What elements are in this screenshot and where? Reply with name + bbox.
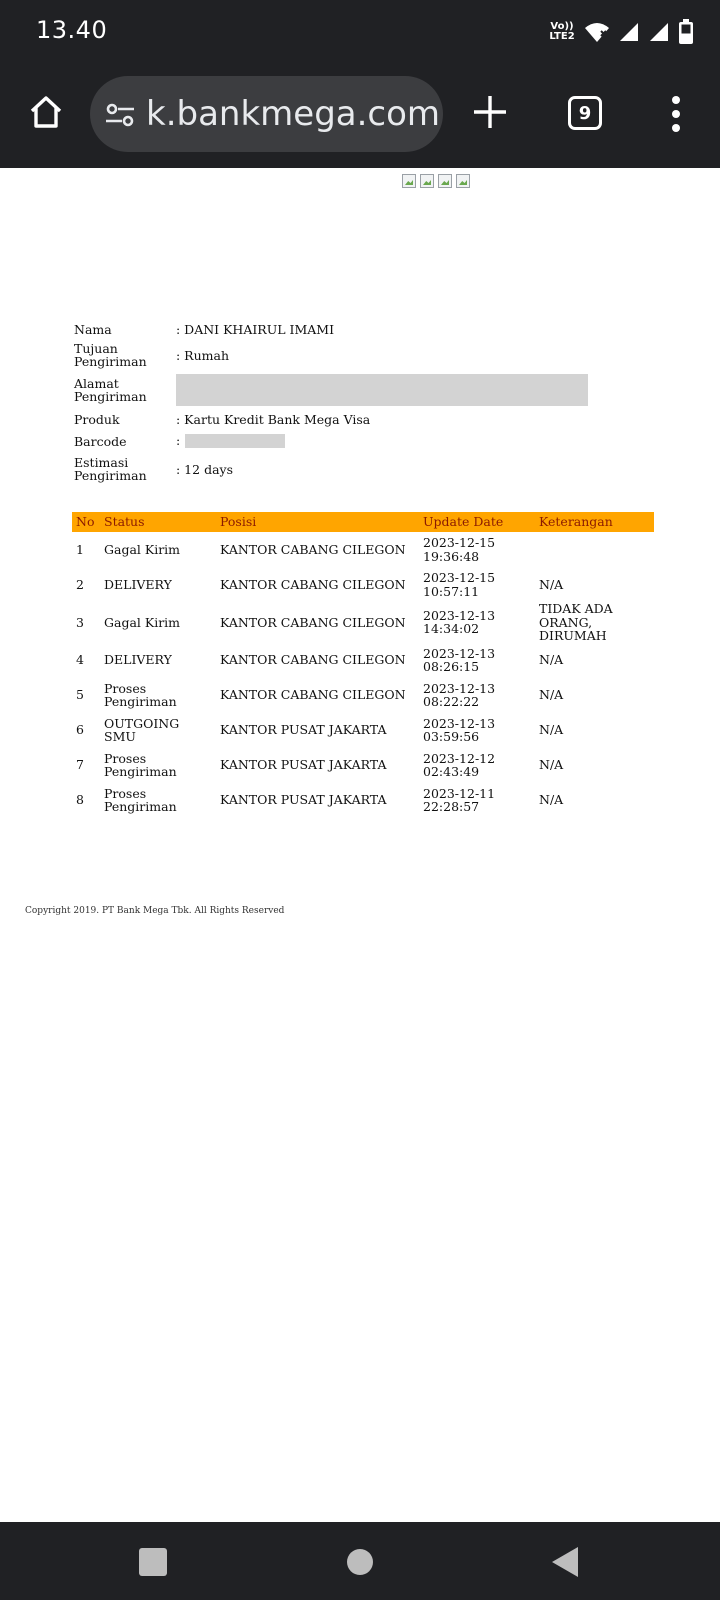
- lte-label: LTE2: [549, 31, 575, 42]
- cell-keterangan-line: N/A: [539, 576, 564, 592]
- tracking-header-row: [72, 512, 654, 532]
- info-row-produk: [72, 408, 590, 430]
- cell-update-date: [419, 783, 535, 818]
- cell-update-date: [419, 678, 535, 713]
- table-row: [72, 567, 654, 602]
- cell-date: 2023-12-11: [423, 785, 496, 801]
- url-prefix: k.: [146, 94, 177, 134]
- table-row: [72, 713, 654, 748]
- cell-keterangan: [535, 783, 654, 818]
- cell-status: Proses Pengiriman: [104, 785, 177, 814]
- cell-status: Gagal Kirim: [104, 614, 181, 630]
- header-keterangan: Keterangan: [539, 514, 613, 529]
- broken-image-icon: [438, 174, 452, 188]
- cell-no: 6: [76, 722, 84, 738]
- cell-status: DELIVERY: [104, 652, 172, 668]
- cell-keterangan-line: ORANG, DIRUMAH: [539, 614, 607, 643]
- cell-update-date: [419, 748, 535, 783]
- cell-no: 4: [76, 652, 84, 668]
- table-row: [72, 748, 654, 783]
- cell-update-date: [419, 643, 535, 678]
- volte-lte2-icon: [548, 22, 576, 42]
- cell-keterangan-line: N/A: [539, 652, 564, 668]
- status-bar: [0, 0, 720, 64]
- battery-icon: [678, 19, 694, 45]
- barcode-colon: :: [176, 432, 181, 448]
- cell-posisi: KANTOR PUSAT JAKARTA: [220, 792, 387, 808]
- tab-switcher-button[interactable]: [568, 96, 602, 130]
- cell-date: 2023-12-13: [423, 607, 496, 623]
- header-update-date: Update Date: [423, 514, 504, 529]
- cell-keterangan-line: TIDAK ADA: [539, 601, 613, 616]
- shipment-info-table: [72, 320, 590, 486]
- signal-icon: [648, 21, 670, 43]
- plus-icon[interactable]: [468, 90, 512, 134]
- info-label-line: Pengiriman: [74, 468, 147, 483]
- cell-update-date: [419, 567, 535, 602]
- signal-icon: [618, 21, 640, 43]
- cell-status: OUTGOING SMU: [104, 715, 180, 744]
- table-row: [72, 783, 654, 818]
- info-value: [174, 430, 590, 452]
- cell-posisi: KANTOR PUSAT JAKARTA: [220, 757, 387, 773]
- url-text[interactable]: [146, 94, 440, 134]
- site-settings-icon[interactable]: [104, 100, 136, 130]
- cell-keterangan: [535, 602, 654, 643]
- header-posisi: Posisi: [220, 514, 257, 529]
- cell-date: 2023-12-15: [423, 535, 496, 550]
- cell-date: 2023-12-15: [423, 570, 496, 585]
- redacted-barcode: [185, 434, 285, 448]
- cell-keterangan: [535, 643, 654, 678]
- table-row: [72, 532, 654, 567]
- back-button[interactable]: [545, 1542, 585, 1582]
- browser-toolbar: [0, 64, 720, 168]
- info-value: [174, 372, 590, 408]
- info-label: [72, 372, 174, 408]
- cell-no: 1: [76, 541, 84, 557]
- volte-label: Vo)): [550, 21, 574, 32]
- cell-keterangan-line: N/A: [539, 722, 564, 738]
- cell-posisi: KANTOR CABANG CILEGON: [220, 541, 406, 557]
- cell-time: 08:26:15: [423, 659, 480, 674]
- status-icons: [548, 16, 694, 48]
- cell-time: 02:43:49: [423, 764, 480, 779]
- broken-image-icon: [420, 174, 434, 188]
- cell-keterangan: [535, 532, 654, 567]
- cell-posisi: KANTOR PUSAT JAKARTA: [220, 722, 387, 738]
- cell-status: Gagal Kirim: [104, 541, 181, 557]
- info-row-tujuan: [72, 338, 590, 372]
- more-vert-icon[interactable]: [660, 94, 692, 134]
- home-circle-icon: [346, 1548, 374, 1576]
- info-label-line: Tujuan: [74, 341, 118, 356]
- tracking-table: [72, 512, 654, 818]
- info-value: : DANI KHAIRUL IMAMI: [176, 321, 335, 337]
- cell-no: 2: [76, 576, 84, 592]
- table-row: [72, 602, 654, 643]
- cell-update-date: [419, 602, 535, 643]
- info-label-line: Pengiriman: [74, 389, 147, 404]
- cell-time: 03:59:56: [423, 729, 480, 744]
- cell-posisi: KANTOR CABANG CILEGON: [220, 687, 406, 703]
- tab-count: 9: [578, 102, 592, 124]
- cell-keterangan-line: N/A: [539, 792, 564, 808]
- cell-update-date: [419, 532, 535, 567]
- header-status: Status: [104, 514, 145, 529]
- broken-image-icon: [456, 174, 470, 188]
- cell-date: 2023-12-13: [423, 645, 496, 661]
- cell-date: 2023-12-13: [423, 715, 496, 731]
- cell-time: 22:28:57: [423, 799, 480, 814]
- info-label-line: Alamat: [74, 376, 119, 391]
- info-label-line: Estimasi: [74, 455, 129, 470]
- cell-keterangan-line: N/A: [539, 757, 564, 773]
- cell-update-date: [419, 713, 535, 748]
- recents-square-icon: [138, 1547, 168, 1577]
- info-label-line: Pengiriman: [74, 354, 147, 369]
- cell-posisi: KANTOR CABANG CILEGON: [220, 576, 406, 592]
- cell-posisi: KANTOR CABANG CILEGON: [220, 652, 406, 668]
- info-label: Produk: [74, 411, 120, 427]
- cell-keterangan: [535, 713, 654, 748]
- info-value: : 12 days: [176, 461, 233, 477]
- cell-keterangan: [535, 567, 654, 602]
- home-nav-button[interactable]: [340, 1542, 380, 1582]
- info-row-estimasi: [72, 452, 590, 486]
- cell-posisi: KANTOR CABANG CILEGON: [220, 614, 406, 630]
- cell-status: Proses Pengiriman: [104, 680, 177, 709]
- info-row-nama: [72, 320, 590, 338]
- cell-no: 7: [76, 757, 84, 773]
- status-time: 13.40: [36, 16, 108, 44]
- info-label: [72, 452, 174, 486]
- cell-no: 5: [76, 687, 84, 703]
- header-no: No: [76, 514, 95, 529]
- info-value: : Kartu Kredit Bank Mega Visa: [176, 411, 371, 427]
- cell-keterangan-line: N/A: [539, 687, 564, 703]
- cell-status: DELIVERY: [104, 576, 172, 592]
- cell-status: Proses Pengiriman: [104, 750, 177, 779]
- cell-no: 8: [76, 792, 84, 808]
- info-label: Barcode: [74, 433, 127, 449]
- info-label: Nama: [74, 321, 112, 337]
- cell-time: 19:36:48: [423, 548, 480, 564]
- wifi-icon: [584, 21, 610, 43]
- cell-time: 10:57:11: [423, 583, 480, 599]
- table-row: [72, 643, 654, 678]
- url-bar[interactable]: [90, 76, 443, 152]
- cell-keterangan: [535, 678, 654, 713]
- broken-image-icon: [402, 174, 416, 188]
- home-icon: [28, 94, 64, 130]
- info-row-alamat: [72, 372, 590, 408]
- cell-no: 3: [76, 614, 84, 630]
- recents-button[interactable]: [133, 1542, 173, 1582]
- cell-time: 14:34:02: [423, 621, 480, 637]
- info-value: : Rumah: [176, 347, 230, 363]
- home-button[interactable]: [24, 90, 68, 134]
- table-row: [72, 678, 654, 713]
- info-label: [72, 338, 174, 372]
- web-page: [0, 168, 720, 1522]
- redacted-address: [176, 374, 588, 406]
- url-domain: bankmega.com: [176, 94, 441, 134]
- cell-time: 08:22:22: [423, 694, 480, 709]
- back-triangle-icon: [550, 1546, 580, 1578]
- broken-image-row: [402, 174, 470, 188]
- system-nav-bar: [0, 1522, 720, 1600]
- info-row-barcode: [72, 430, 590, 452]
- cell-keterangan: [535, 748, 654, 783]
- cell-date: 2023-12-13: [423, 680, 496, 696]
- copyright-text: Copyright 2019. PT Bank Mega Tbk. All Rights Reserved: [25, 906, 285, 916]
- cell-date: 2023-12-12: [423, 750, 496, 766]
